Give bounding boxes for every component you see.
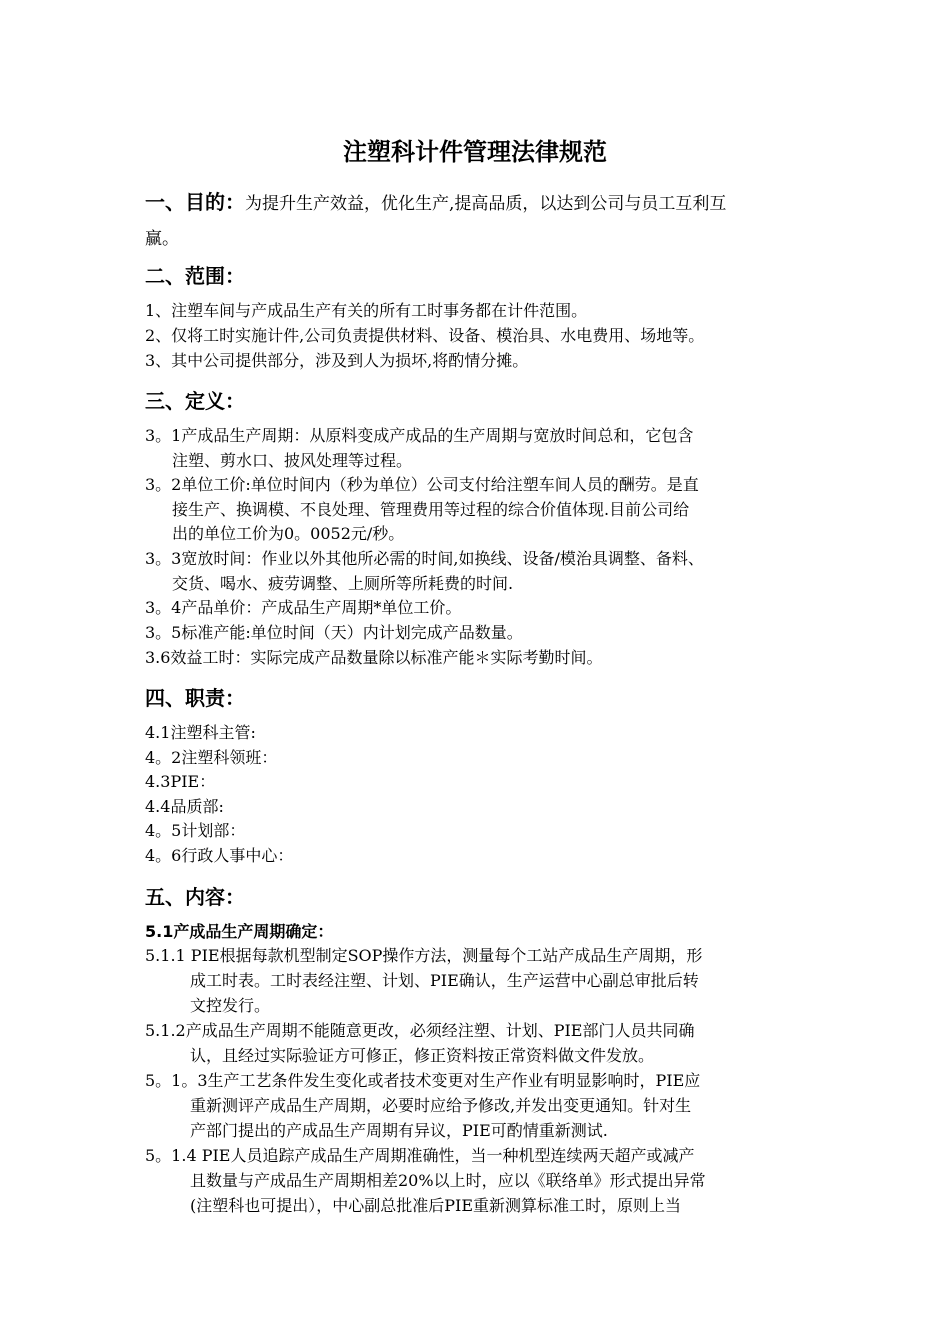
duty-item: 4。6行政人事中心： [145,846,294,865]
duty-item: 4.4品质部: [145,797,224,816]
content-item-cont: 重新测评产成品生产周期，必要时应给予修改,并发出变更通知。针对生 [190,1096,692,1115]
duty-item: 4.1注塑科主管: [145,723,256,742]
scope-item: 1、注塑车间与产成品生产有关的所有工时事务都在计件范围。 [145,301,588,320]
definition-item-cont: 出的单位工价为0。0052元/秒。 [172,524,405,543]
content-item: 5。1。3生产工艺条件发生变化或者技术变更对生产作业有明显影响时，PIE应 [145,1071,701,1090]
definition-item: 3。3宽放时间：作业以外其他所必需的时间,如换线、设备/模治具调整、备料、 [145,549,704,568]
content-item-cont: (注塑科也可提出），中心副总批准后PIE重新测算标准工时，原则上当 [190,1196,682,1215]
content-item-cont: 文控发行。 [190,996,271,1015]
content-item-cont: 且数量与产成品生产周期相差20%以上时，应以《联络单》形式提出异常 [190,1171,706,1190]
content-item-cont: 认，且经过实际验证方可修正，修正资料按正常资料做文件发放。 [190,1046,655,1065]
duty-item: 4.3PIE： [145,772,216,791]
definition-item: 3。1产成品生产周期：从原料变成产成品的生产周期与宽放时间总和，它包含 [145,426,694,445]
section-definition-heading: 三、定义： [145,389,245,413]
content-item-cont: 产部门提出的产成品生产周期有异议，PIE可酌情重新测试. [190,1121,608,1140]
section-purpose-text-cont: 赢。 [145,229,179,249]
scope-item: 3、其中公司提供部分，涉及到人为损坏,将酌情分摊。 [145,351,529,370]
content-item: 5.1.1 PIE根据每款机型制定SOP操作方法，测量每个工站产成品生产周期，形 [145,946,703,965]
document-title: 注塑科计件管理法律规范 [343,138,607,166]
duty-item: 4。2注塑科领班： [145,748,278,767]
definition-item-cont: 交货、喝水、疲劳调整、上厕所等所耗费的时间. [172,574,514,593]
definition-item-cont: 接生产、换调模、不良处理、管理费用等过程的综合价值体现.目前公司给 [172,500,690,519]
definition-item: 3。2单位工价:单位时间内（秒为单位）公司支付给注塑车间人员的酬劳。是直 [145,475,699,494]
definition-item-cont: 注塑、剪水口、披风处理等过程。 [172,451,413,470]
definition-item: 3。4产品单价：产成品生产周期*单位工价。 [145,598,462,617]
section-scope-heading: 二、范围： [145,264,245,288]
section-purpose-heading: 一、目的： [145,190,245,214]
definition-item: 3。5标准产能:单位时间（天）内计划完成产品数量。 [145,623,523,642]
section-purpose [145,189,726,217]
section-purpose-text: 为提升生产效益，优化生产,提高品质，以达到公司与员工互利互 [245,194,727,214]
content-item-cont: 成工时表。工时表经注塑、计划、PIE确认，生产运营中心副总审批后转 [190,971,699,990]
duty-item: 4。5计划部： [145,821,246,840]
section-content-heading: 五、内容： [145,885,245,909]
scope-item: 2、仅将工时实施计件,公司负责提供材料、设备、模治具、水电费用、场地等。 [145,326,705,345]
content-subheading: 5.1产成品生产周期确定： [145,922,334,941]
definition-item: 3.6效益工时：实际完成产品数量除以标准产能＊实际考勤时间。 [145,648,603,667]
content-item: 5.1.2产成品生产周期不能随意更改，必须经注塑、计划、PIE部门人员共同确 [145,1021,695,1040]
section-duty-heading: 四、职责： [145,686,245,710]
content-item: 5。1.4 PIE人员追踪产成品生产周期准确性，当一种机型连续两天超产或减产 [145,1146,695,1165]
